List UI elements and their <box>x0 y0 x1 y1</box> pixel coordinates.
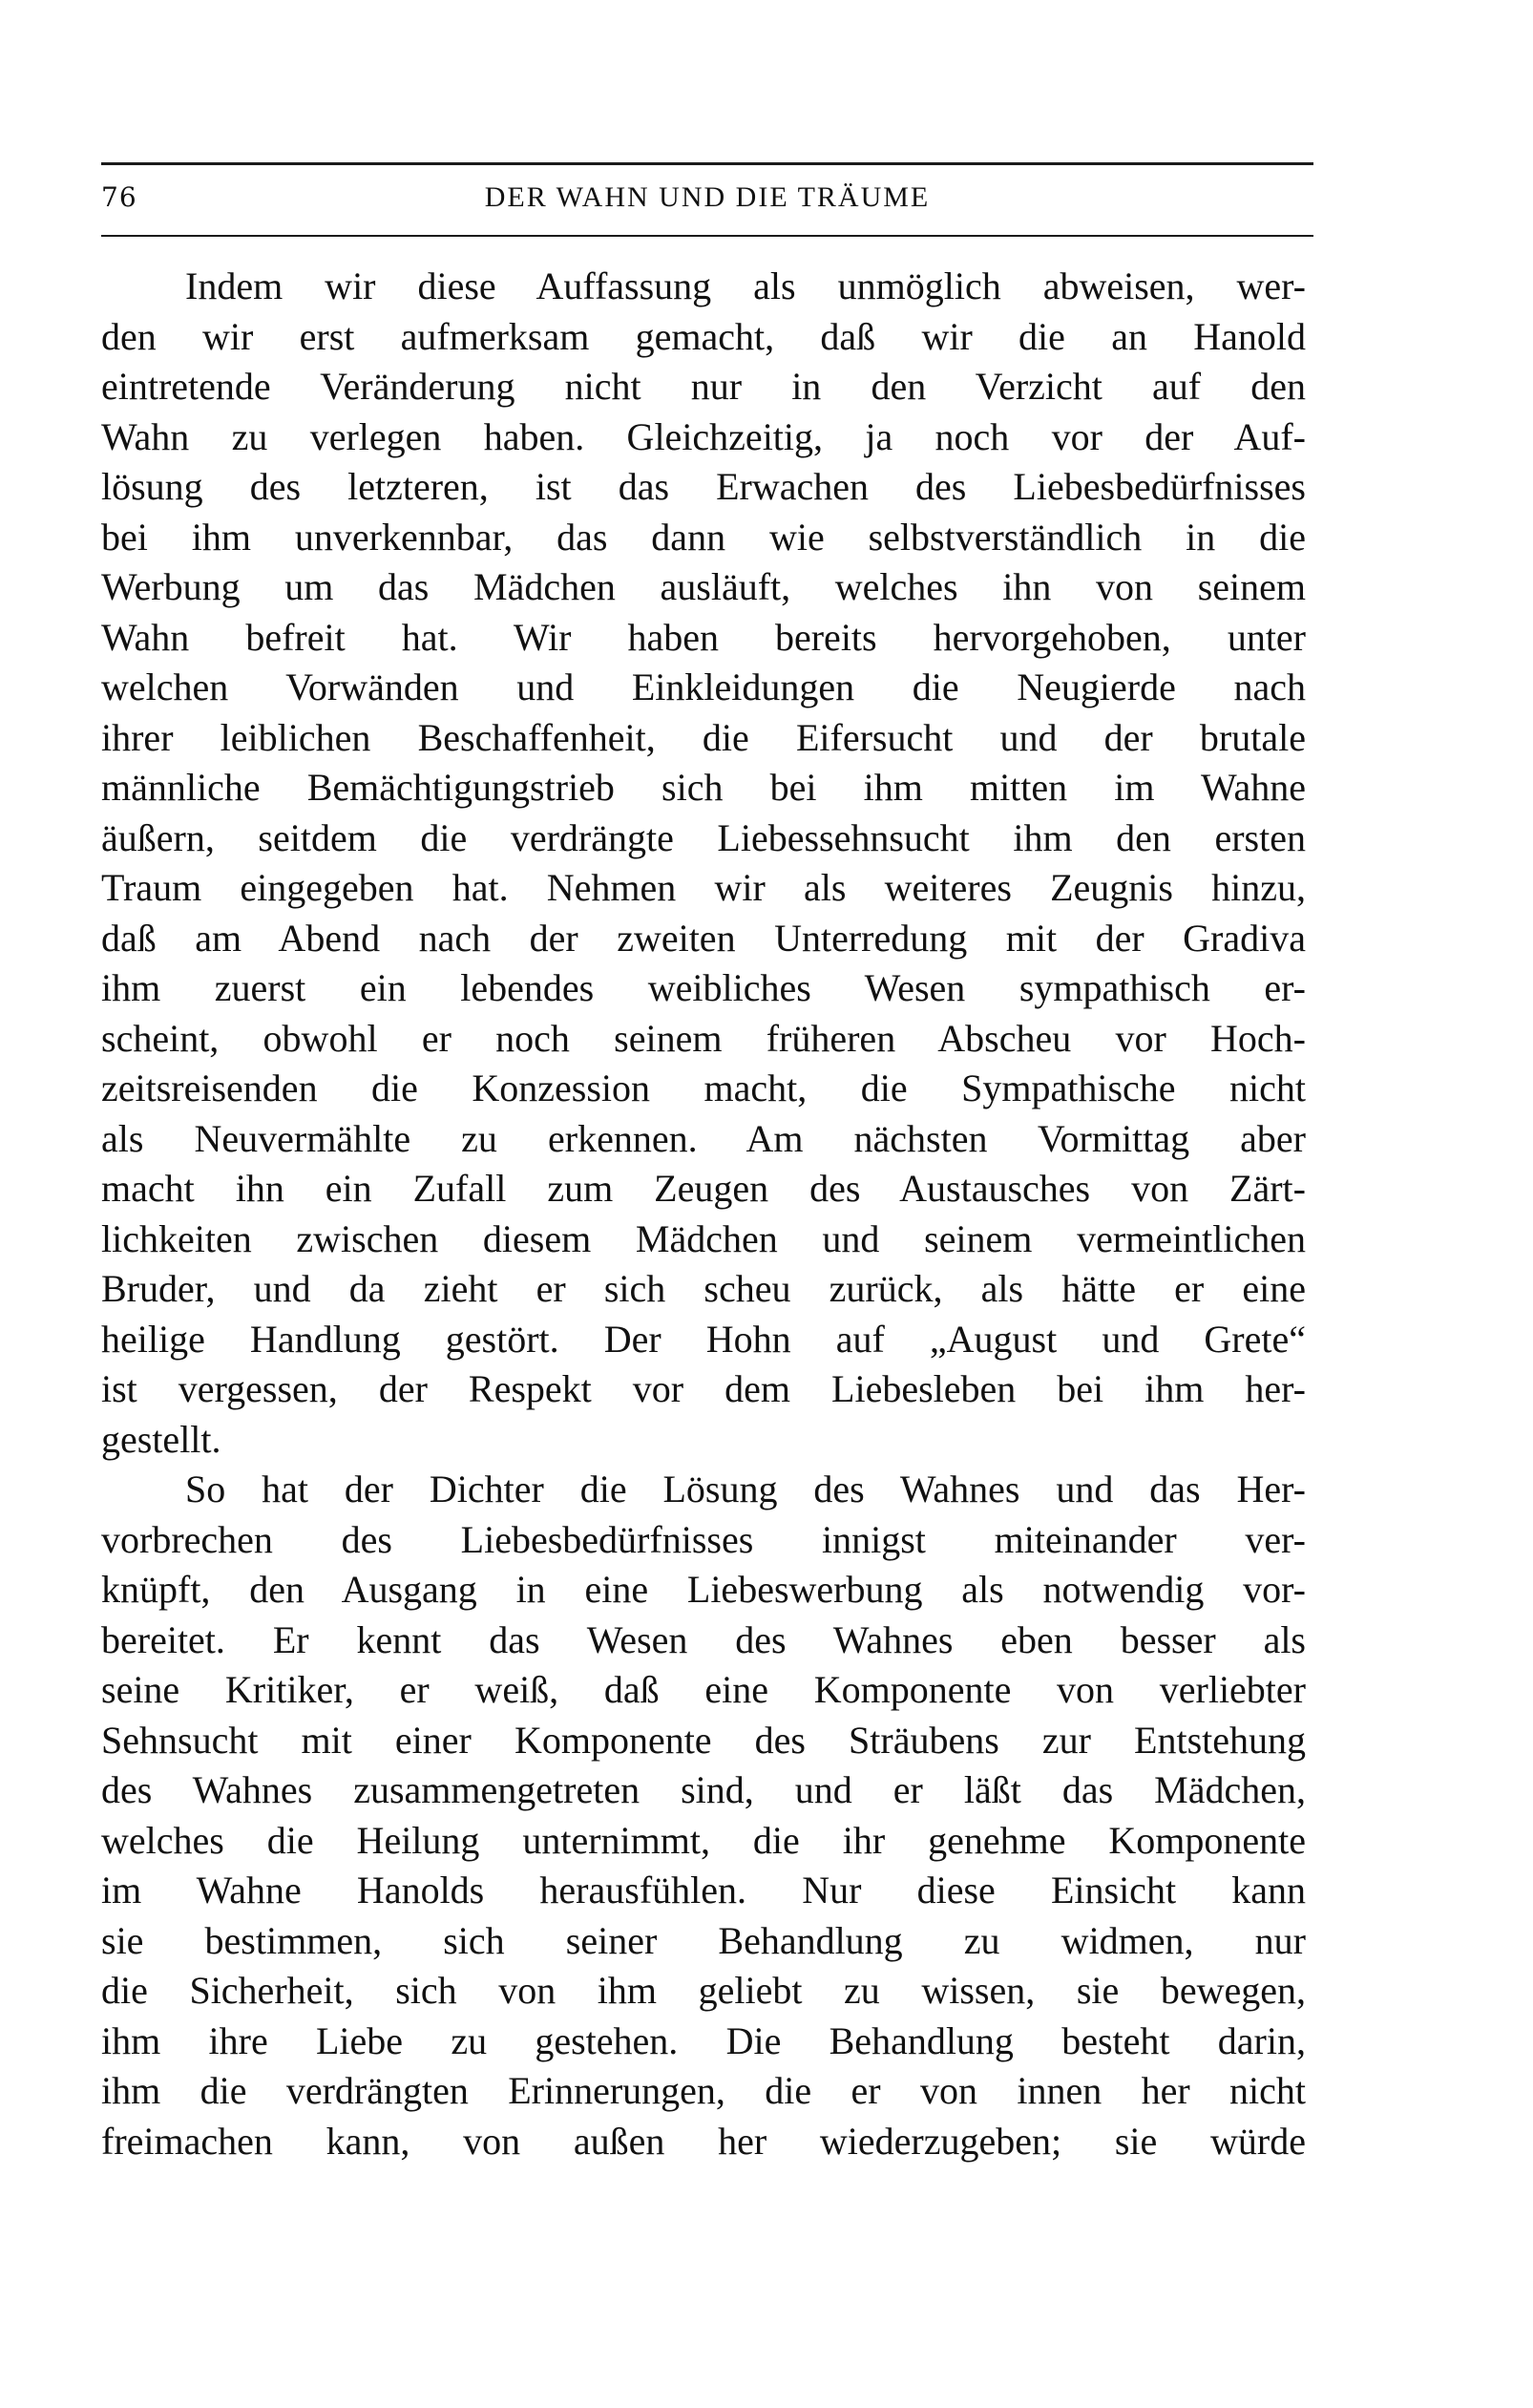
text-line: den wir erst aufmerksam gemacht, daß wir die an Hanold <box>101 314 1306 358</box>
text-line: männliche Bemächtigungstrieb sich bei ihm mitten im Wahne <box>101 766 1306 809</box>
text-line: bei ihm unverkennbar, das dann wie selbstverständlich in die <box>101 515 1306 559</box>
text-line: äußern, seitdem die verdrängte Liebessehnsucht ihm den ersten <box>101 815 1306 859</box>
paragraph-1 <box>101 262 1306 1465</box>
text-line: Wahn befreit hat. Wir haben bereits hervorgehoben, unter <box>101 615 1306 659</box>
paragraph-2 <box>101 1465 1306 2166</box>
text-line: lösung des letzteren, ist das Erwachen des Liebesbedürfnisses <box>101 465 1306 508</box>
text-line: So hat der Dichter die Lösung des Wahnes und das Her- <box>185 1468 1306 1510</box>
text-line: Indem wir diese Auffassung als unmöglich abweisen, wer- <box>185 264 1306 307</box>
text-line: Bruder, und da zieht er sich scheu zurück, als hätte er eine <box>101 1267 1306 1310</box>
header-bottom-rule <box>101 235 1313 237</box>
text-line: Traum eingegeben hat. Nehmen wir als weiteres Zeugnis hinzu, <box>101 866 1306 909</box>
text-line: welches die Heilung unternimmt, die ihr genehme Komponente <box>101 1818 1306 1862</box>
text-line: ihm ihre Liebe zu gestehen. Die Behandlung besteht darin, <box>101 2018 1306 2062</box>
text-line: ihm die verdrängten Erinnerungen, die er von innen her nicht <box>101 2069 1306 2112</box>
text-line: knüpft, den Ausgang in eine Liebeswerbung als notwendig vor- <box>101 1568 1306 1611</box>
text-line: macht ihn ein Zufall zum Zeugen des Austausches von Zärt- <box>101 1167 1306 1210</box>
text-line: Wahn zu verlegen haben. Gleichzeitig, ja noch vor der Auf- <box>101 414 1306 458</box>
text-line: des Wahnes zusammengetreten sind, und er läßt das Mädchen, <box>101 1768 1306 1811</box>
text-line: ihrer leiblichen Beschaffenheit, die Eifersucht und der brutale <box>101 715 1306 759</box>
text-line: daß am Abend nach der zweiten Unterredung mit der Gradiva <box>101 916 1306 960</box>
text-line: im Wahne Hanolds herausfühlen. Nur diese Einsicht kann <box>101 1869 1306 1912</box>
text-line: als Neuvermählte zu erkennen. Am nächsten Vormittag aber <box>101 1116 1306 1160</box>
text-line: vorbrechen des Liebesbedürfnisses innigst miteinander ver- <box>101 1517 1306 1561</box>
text-line: ihm zuerst ein lebendes weibliches Wesen sympathisch er- <box>101 966 1306 1009</box>
text-line: gestellt. <box>101 1417 221 1461</box>
page-header <box>101 176 1313 223</box>
text-line: freimachen kann, von außen her wiederzugeben; sie würde <box>101 2119 1306 2163</box>
text-line: ist vergessen, der Respekt vor dem Liebesleben bei ihm her- <box>101 1367 1306 1410</box>
text-line: scheint, obwohl er noch seinem früheren Abscheu vor Hoch- <box>101 1016 1306 1060</box>
text-line: sie bestimmen, sich seiner Behandlung zu widmen, nur <box>101 1918 1306 1962</box>
text-line: seine Kritiker, er weiß, daß eine Komponente von verliebter <box>101 1668 1306 1711</box>
text-line: zeitsreisenden die Konzession macht, die Sympathische nicht <box>101 1067 1306 1109</box>
body-text <box>101 262 1306 2166</box>
header-top-rule <box>101 162 1313 165</box>
text-line: heilige Handlung gestört. Der Hohn auf „August und Grete“ <box>101 1317 1306 1361</box>
text-line: bereitet. Er kennt das Wesen des Wahnes eben besser als <box>101 1617 1306 1661</box>
text-line: Sehnsucht mit einer Komponente des Sträubens zur Entstehung <box>101 1718 1306 1762</box>
running-title: DER WAHN UND DIE TRÄUME <box>484 181 931 213</box>
text-line: lichkeiten zwischen diesem Mädchen und seinem vermeintlichen <box>101 1216 1306 1260</box>
page-number: 76 <box>101 181 137 213</box>
text-line: eintretende Veränderung nicht nur in den Verzicht auf den <box>101 365 1306 408</box>
text-line: welchen Vorwänden und Einkleidungen die Neugierde nach <box>101 665 1306 708</box>
text-line: die Sicherheit, sich von ihm geliebt zu wissen, sie bewegen, <box>101 1969 1306 2012</box>
text-line: Werbung um das Mädchen ausläuft, welches ihn von seinem <box>101 565 1306 608</box>
